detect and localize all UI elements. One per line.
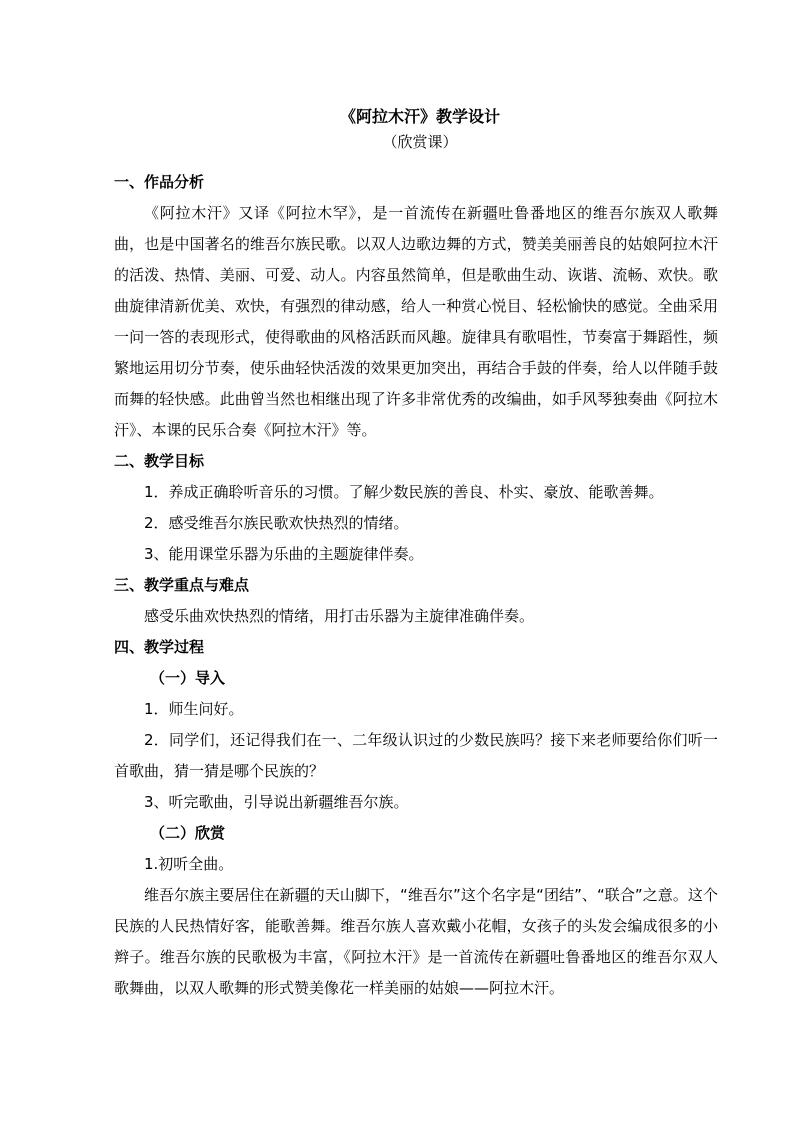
intro-step-2: 2．同学们，还记得我们在一、二年级认识过的少数民族吗？接下来老师要给你们听一首歌曲，猜一猜是哪个民族的？ [114,731,718,780]
intro-step-1: 1．师生问好。 [144,700,244,718]
document-page [114,104,718,1004]
document-title: 《阿拉木汗》教学设计 [339,107,500,126]
objective-item-3: 3、能用课堂乐器为乐曲的主题旋律伴奏。 [144,545,424,563]
appreciation-step-1: 1.初听全曲。 [144,855,234,873]
section-heading-objectives: 二、教学目标 [114,452,205,470]
section-heading-key-points: 三、教学重点与难点 [114,576,250,594]
appreciation-paragraph: 维吾尔族主要居住在新疆的天山脚下，“维吾尔”这个名字是“团结”、“联合”之意。这个民族的人民热情好客，能歌善舞。维吾尔族人喜欢戴小花帽，女孩子的头发会编成很多的小辫子。维吾尔族的民歌极为丰富，《阿拉木汗》是一首流传在新疆吐鲁番地区的维吾尔双人歌舞曲，以双人歌舞的形式赞美像花一样美丽的姑娘——阿拉木汗。 [114,886,718,997]
objective-item-2: 2．感受维吾尔族民歌欢快热烈的情绪。 [144,514,409,532]
document-subtitle: （欣赏课） [382,133,458,151]
intro-step-3: 3、听完歌曲，引导说出新疆维吾尔族。 [144,793,409,811]
subsection-heading-intro: （一）导入 [150,669,226,687]
subsection-heading-appreciation: （二）欣赏 [150,824,226,842]
section-heading-analysis: 一、作品分析 [114,173,205,191]
key-points-paragraph: 感受乐曲欢快热烈的情绪，用打击乐器为主旋律准确伴奏。 [144,607,535,625]
analysis-paragraph: 《阿拉木汗》又译《阿拉木罕》，是一首流传在新疆吐鲁番地区的维吾尔族双人歌舞曲，也是中国著名的维吾尔族民歌。以双人边歌边舞的方式，赞美美丽善良的姑娘阿拉木汗的活泼、热情、美丽、可爱、动人。内容虽然简单，但是歌曲生动、诙谐、流畅、欢快。歌曲旋律清新优美、欢快，有强烈的律动感，给人一种赏心悦目、轻松愉快的感觉。全曲采用一问一答的表现形式，使得歌曲的风格活跃而风趣。旋律具有歌唱性，节奏富于舞蹈性，频繁地运用切分节奏，使乐曲轻快活泼的效果更加突出，再结合手鼓的伴奏，给人以伴随手鼓而舞的轻快感。此曲曾当然也相继出现了许多非常优秀的改编曲，如手风琴独奏曲《阿拉木汗》、本课的民乐合奏《阿拉木汗》等。 [114,204,718,439]
objective-item-1: 1．养成正确聆听音乐的习惯。了解少数民族的善良、朴实、豪放、能歌善舞。 [144,483,664,501]
section-heading-process: 四、教学过程 [114,638,205,656]
